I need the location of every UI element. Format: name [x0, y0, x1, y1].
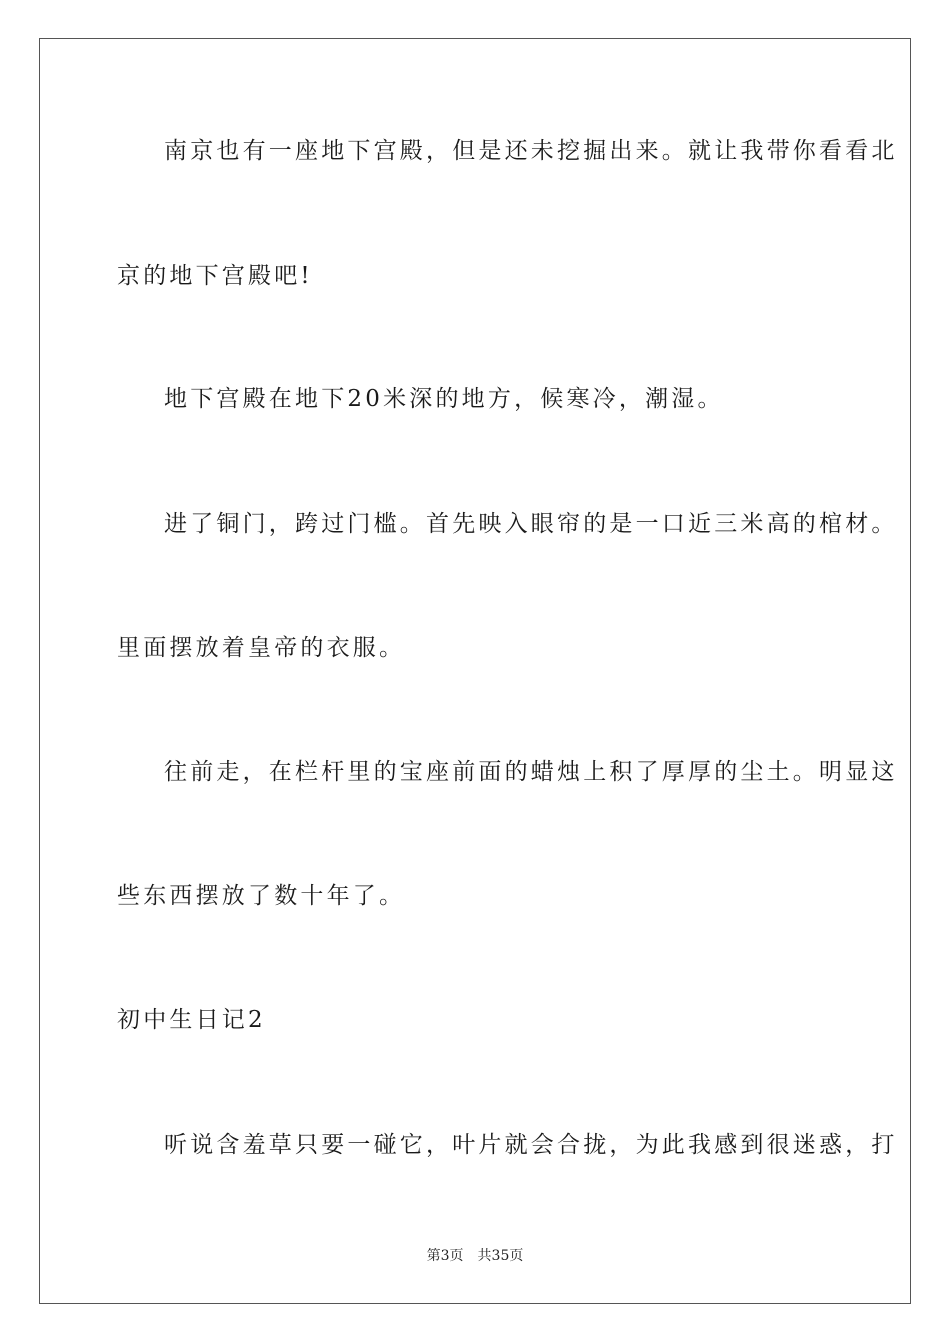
paragraph-line-9: 听说含羞草只要一碰它，叶片就会合拢，为此我感到很迷惑，打	[164, 1132, 898, 1158]
paragraph-line-1: 南京也有一座地下宫殿，但是还未挖掘出来。就让我带你看看北	[164, 138, 898, 164]
paragraph-line-4: 进了铜门，跨过门槛。首先映入眼帘的是一口近三米高的棺材。	[164, 511, 898, 537]
paragraph-line-7: 些东西摆放了数十年了。	[117, 883, 406, 909]
paragraph-line-2: 京的地下宫殿吧!	[117, 263, 313, 289]
page-footer	[0, 1247, 950, 1265]
paragraph-line-6: 往前走，在栏杆里的宝座前面的蜡烛上积了厚厚的尘土。明显这	[164, 759, 898, 785]
paragraph-line-3: 地下宫殿在地下20米深的地方，候寒冷，潮湿。	[164, 386, 724, 412]
page-border	[39, 38, 911, 1304]
page-number: 第3页	[426, 1248, 464, 1264]
page-total: 共35页	[477, 1248, 524, 1264]
paragraph-line-5: 里面摆放着皇帝的衣服。	[117, 635, 406, 661]
section-heading: 初中生日记2	[117, 1007, 266, 1033]
